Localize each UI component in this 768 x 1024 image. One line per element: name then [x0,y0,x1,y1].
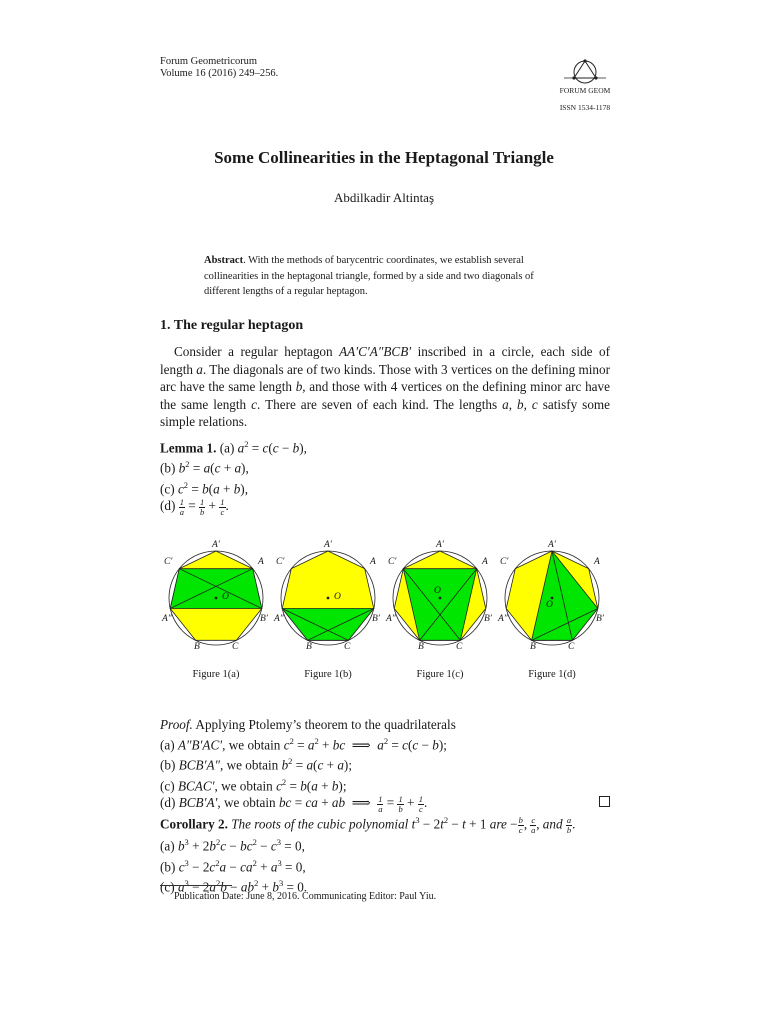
lemma-label: Lemma 1. [160,440,217,456]
proof-label: Proof. [160,717,193,732]
corollary-2: Corollary 2. The roots of the cubic polynomial $t^3 - 2t^2 - t + 1$ are − $\frac{b}{c}$ , $\frac{c}{a}$ , and $\frac{a}{b}$ . (a) $b^3 + 2b^2c - bc^2 - c^3 = 0$, (b) $c^3 - 2c^2a - ca^2 + a^3 = 0$, (c) $a^3 - 2a^2b - ab^2 + b^3 = 0$. [160,815,576,895]
vertex-label-top: A′ [436,540,444,550]
vertex-label-top-left: C′ [500,557,509,567]
figure-1b [270,540,386,672]
vertex-label-top: A′ [212,540,220,550]
vertex-label-bottom-right: C [568,642,575,652]
vertex-label-right: B′ [484,614,492,624]
vertex-label-bottom-right: C [344,642,351,652]
vertex-label-bottom-left: B [418,642,424,652]
vertex-label-top-left: C′ [388,557,397,567]
vertex-label-top-right: A [370,557,376,567]
vertex-label-bottom-left: B [530,642,536,652]
qed-square-icon [599,796,610,807]
figure-caption: Figure 1(b) [304,669,352,680]
paper-title: Some Collinearities in the Heptagonal Triangle [214,148,554,167]
vertex-label-bottom-left: B [194,642,200,652]
journal-name: Forum Geometricorum [160,56,258,67]
vertex-label-bottom-left: B [306,642,312,652]
footnote-rule [160,885,232,886]
vertex-label-bottom-right: C [456,642,463,652]
center-label-o: O [434,586,441,596]
corollary-label: Corollary 2. [160,816,228,832]
lemma-1: Lemma 1. (a) $a^2 = c(c - b)$, (b) $b^2 = a(c + a)$, (c) $c^2 = b(a + b)$, (d) $\frac{1}{a}$ = $\frac{1}{b}$ + $\frac{1}{c}$ . [160,439,307,517]
vertex-label-right: B′ [260,614,268,624]
vertex-label-left: A″ [162,614,172,624]
figure-caption: Figure 1(c) [416,669,464,680]
figure-caption: Figure 1(a) [192,669,240,680]
center-label-o: O [222,592,229,602]
vertex-label-top-right: A [258,557,264,567]
vertex-label-right: B′ [372,614,380,624]
figure-caption: Figure 1(d) [528,669,576,680]
publication-footnote: Publication Date: June 8, 2016. Communicating Editor: Paul Yiu. [174,891,437,902]
abstract [204,253,570,300]
figure-1a [158,540,274,672]
issn: ISSN 1534-1178 [559,103,611,112]
figure-1c [382,540,498,672]
vertex-label-top: A′ [548,540,556,550]
center-label-o: O [546,600,553,610]
vertex-label-top-right: A [594,557,600,567]
paper-author: Abdilkadir Altintaş [333,190,435,205]
vertex-label-left: A″ [386,614,396,624]
vertex-label-top-left: C′ [164,557,173,567]
section-heading: 1. The regular heptagon [160,318,304,333]
journal-logo-block [540,58,630,112]
abstract-label: Abstract [204,255,244,266]
logo-text: FORUM GEOM [559,86,611,95]
proof: Proof. Applying Ptolemy’s theorem to the quadrilaterals (a) A″B′AC′, we obtain $c^2 = a^2$ + bc ⟹ $a^2 = c(c - b)$; (b) BCB′A″, we obtain $b^2 = a(c + a)$; (c) BCAC′, we obtain $c^2 = b(a + b)$; (d) BCB′A′, we obtain bc = ca + ab ⟹ $\frac{1}{a}$ = $\frac{1}{b}$ + $\frac{1}{c}$ . [160,716,610,813]
vertex-label-right: B′ [596,614,604,624]
abstract-text: . With the methods of barycentric coordinates, we establish several collinearities in the heptagonal triangle, formed by a side and two diagonals of different lengths of a regular heptagon. [204,255,534,297]
journal-header [160,56,278,80]
vertex-label-bottom-right: C [232,642,239,652]
vertex-label-left: A″ [498,614,508,624]
vertex-label-top-right: A [482,557,488,567]
intro-paragraph: Consider a regular heptagon AA′C′A″BCB′ inscribed in a circle, each side of length a. The diagonals are of two kinds. Those with 3 vertices on the defining minor arc have the same length b, and those with 4 vertices on the defining minor arc have the same length c. There are seven of each kind. The lengths a, b, c satisfy some simple relations. [160,344,611,429]
vertex-label-left: A″ [274,614,284,624]
proof-intro: Applying Ptolemy’s theorem to the quadrilaterals [192,717,456,732]
vertex-label-top-left: C′ [276,557,285,567]
journal-volume: Volume 16 (2016) 249–256. [160,68,279,79]
center-label-o: O [334,592,341,602]
vertex-label-top: A′ [324,540,332,550]
forum-geom-logo-icon [562,58,608,88]
